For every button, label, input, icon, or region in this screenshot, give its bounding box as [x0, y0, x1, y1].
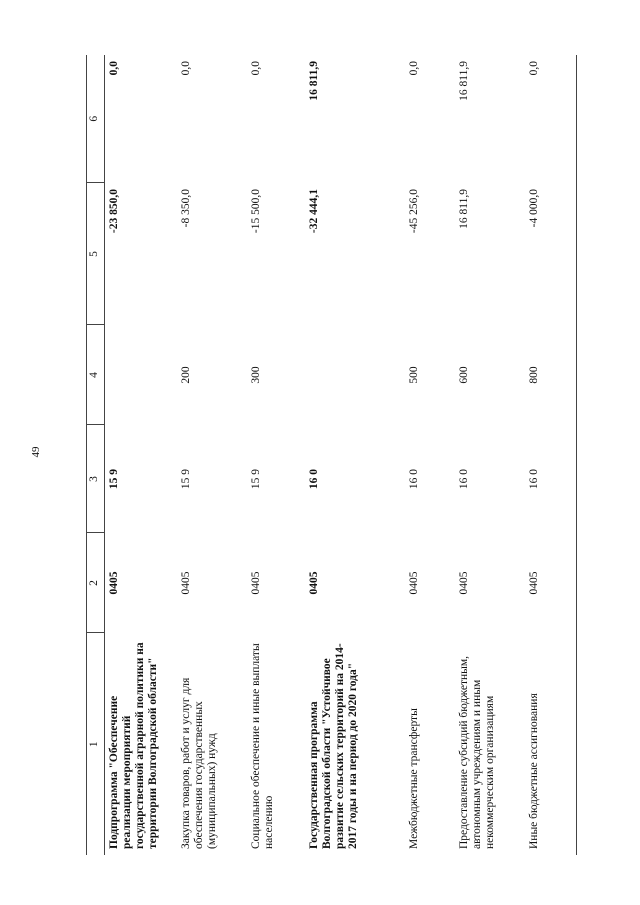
- row-name: Межбюджетные трансферты: [407, 708, 420, 849]
- row-amount: 0,0: [407, 61, 420, 76]
- header-col-1: 1: [87, 633, 105, 855]
- header-col-4: 4: [87, 325, 105, 425]
- row-amount: 16 811,9: [307, 61, 320, 101]
- table-row: [105, 55, 177, 855]
- row-amount: 0,0: [179, 61, 192, 76]
- row-program-code: 16 0: [525, 425, 577, 533]
- table-row: [405, 55, 455, 855]
- row-name: Закупка товаров, работ и услуг для обеспечения государственных (муниципальных) нужд: [179, 677, 218, 849]
- row-section-code: 0405: [179, 571, 192, 595]
- table-header: [87, 55, 105, 855]
- row-program-code: 15 9: [179, 468, 192, 490]
- row-amount: 0,0: [249, 61, 262, 76]
- row-expense-type: [105, 325, 177, 425]
- header-col-6: 6: [87, 55, 105, 183]
- table-row: [247, 55, 305, 855]
- row-amount: 16 811,9: [457, 61, 470, 101]
- table-row: [305, 55, 405, 855]
- row-amount-change: -15 500,0: [249, 189, 262, 234]
- row-amount-change: -45 256,0: [407, 189, 420, 234]
- budget-table: [86, 55, 577, 855]
- row-amount-change: 16 811,9: [457, 189, 470, 229]
- header-col-3: 3: [87, 425, 105, 533]
- row-amount-change: -8 350,0: [179, 189, 192, 228]
- row-name: Предоставление субсидий бюджетным, автономным учреждениям и иным некоммерческим организациям: [457, 655, 496, 849]
- header-col-2: 2: [87, 533, 105, 633]
- row-amount: 0,0: [108, 61, 120, 76]
- header-col-5: 5: [87, 183, 105, 325]
- row-amount-change: -4 000,0: [525, 183, 577, 325]
- row-name: Социальное обеспечение и иные выплаты населению: [249, 643, 275, 849]
- row-section-code: 0405: [525, 533, 577, 633]
- table-row: [525, 55, 577, 855]
- row-program-code: 15 9: [249, 468, 262, 490]
- row-section-code: 0405: [249, 571, 262, 595]
- row-expense-type: 200: [179, 366, 192, 384]
- row-expense-type: 800: [525, 325, 577, 425]
- table-body: [105, 55, 577, 855]
- row-amount-change: -23 850,0: [108, 189, 120, 234]
- row-expense-type: [305, 325, 405, 425]
- header-row: [87, 55, 105, 855]
- budget-table-rotated: [86, 55, 611, 855]
- row-expense-type: 600: [457, 366, 470, 384]
- row-name: Иные бюджетные ассигнования: [525, 633, 577, 855]
- row-expense-type: 300: [249, 366, 262, 384]
- row-program-code: 16 0: [457, 468, 470, 490]
- row-name: Подпрограмма "Обеспечение реализации мероприятий государственной аграрной политики на территории Волгоградской области": [108, 642, 159, 849]
- row-program-code: 16 0: [407, 468, 420, 490]
- row-section-code: 0405: [407, 571, 420, 595]
- row-amount: 0,0: [525, 55, 577, 183]
- row-section-code: 0405: [108, 571, 120, 595]
- row-program-code: 16 0: [307, 468, 320, 490]
- page-number: 49: [30, 446, 42, 458]
- row-name: Государственная программа Волгоградской области "Устойчивое развитие сельских территорий на 2014-2017 годы и на период до 2020 года": [307, 643, 359, 849]
- row-program-code: 15 9: [108, 468, 120, 490]
- row-amount-change: -32 444,1: [307, 189, 320, 234]
- row-section-code: 0405: [457, 571, 470, 595]
- row-section-code: 0405: [307, 571, 320, 595]
- table-row: [177, 55, 247, 855]
- table-row: [455, 55, 525, 855]
- row-expense-type: 500: [407, 366, 420, 384]
